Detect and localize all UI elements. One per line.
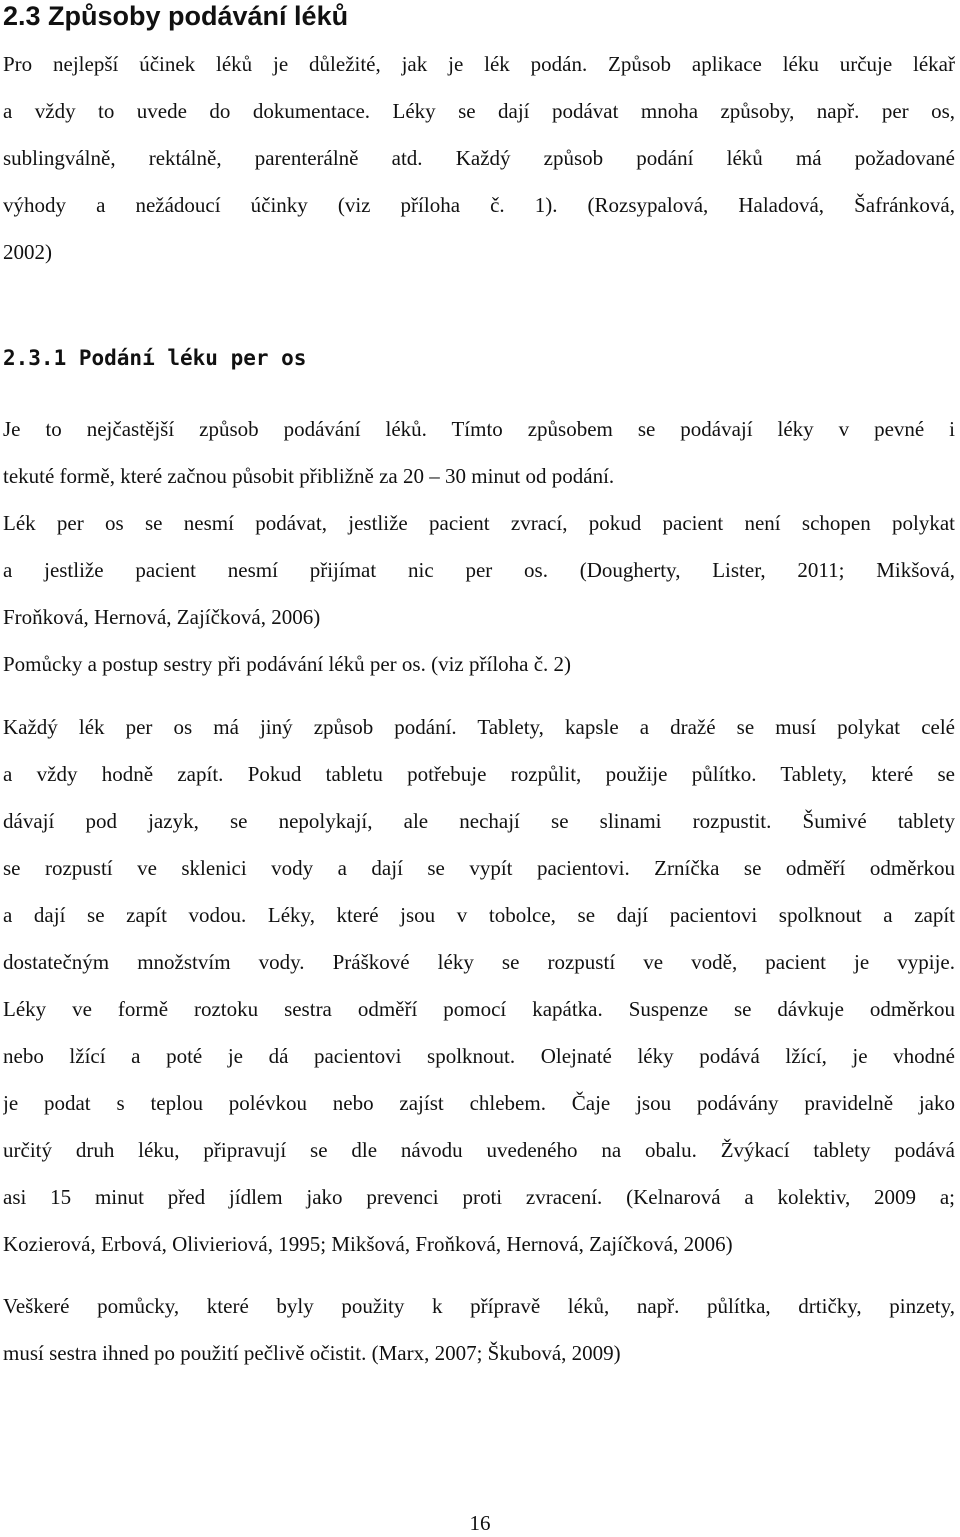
intro-paragraph bbox=[3, 41, 955, 276]
paragraph-line: Froňková, Hernová, Zajíčková, 2006) bbox=[3, 605, 321, 629]
paragraph-line: a dají se zapít vodou. Léky, které jsou v tobolce, se dají pacientovi spolknout a zapít bbox=[3, 903, 955, 927]
paragraph-line: sublingválně, rektálně, parenterálně atd. Každý způsob podání léků má požadované bbox=[3, 146, 955, 170]
paragraph-line: Pomůcky a postup sestry při podávání léků per os. (viz příloha č. 2) bbox=[3, 652, 572, 676]
paragraph-line: se rozpustí ve sklenici vody a dají se vypít pacientovi. Zrníčka se odměří odměrkou bbox=[3, 856, 955, 880]
subsection-heading: 2.3.1 Podání léku per os bbox=[3, 346, 307, 370]
paragraph-line: asi 15 minut před jídlem jako prevenci proti zvracení. (Kelnarová a kolektiv, 2009 a; bbox=[3, 1185, 955, 1209]
page-number: 16 bbox=[469, 1511, 491, 1535]
paragraph-line: Veškeré pomůcky, které byly použity k přípravě léků, např. půlítka, drtičky, pinzety, bbox=[3, 1294, 955, 1318]
paragraph-line: a vždy to uvede do dokumentace. Léky se dají podávat mnoha způsoby, např. per os, bbox=[3, 99, 955, 123]
paragraph-per-os-methods bbox=[3, 704, 955, 1268]
section-heading: 2.3 Způsoby podávání léků bbox=[3, 1, 349, 31]
paragraph-line: dostatečným množstvím vody. Práškové léky se rozpustí ve vodě, pacient je vypije. bbox=[3, 950, 955, 974]
paragraph-per-os-intro bbox=[3, 406, 955, 688]
paragraph-line: Pro nejlepší účinek léků je důležité, jak je lék podán. Způsob aplikace léku určuje lékař bbox=[3, 52, 955, 76]
paragraph-line: výhody a nežádoucí účinky (viz příloha č. 1). (Rozsypalová, Haladová, Šafránková, bbox=[3, 193, 955, 217]
paragraph-line: a vždy hodně zapít. Pokud tabletu potřebuje rozpůlit, použije půlítko. Tablety, které se bbox=[3, 762, 955, 786]
paragraph-line: určitý druh léku, připravují se dle návodu uvedeného na obalu. Žvýkací tablety podává bbox=[3, 1138, 955, 1162]
paragraph-line: Kozierová, Erbová, Olivieriová, 1995; Mikšová, Froňková, Hernová, Zajíčková, 2006) bbox=[3, 1232, 733, 1256]
paragraph-line: musí sestra ihned po použití pečlivě očistit. (Marx, 2007; Škubová, 2009) bbox=[3, 1341, 621, 1365]
paragraph-per-os-cleaning bbox=[3, 1283, 955, 1377]
paragraph-line: Lék per os se nesmí podávat, jestliže pacient zvrací, pokud pacient není schopen polykat bbox=[3, 511, 955, 535]
paragraph-line: Léky ve formě roztoku sestra odměří pomocí kapátka. Suspenze se dávkuje odměrkou bbox=[3, 997, 955, 1021]
paragraph-line: a jestliže pacient nesmí přijímat nic per os. (Dougherty, Lister, 2011; Mikšová, bbox=[3, 558, 955, 582]
paragraph-line: tekuté formě, které začnou působit přibližně za 20 – 30 minut od podání. bbox=[3, 464, 615, 488]
paragraph-line: dávají pod jazyk, se nepolykají, ale nechají se slinami rozpustit. Šumivé tablety bbox=[3, 809, 955, 833]
paragraph-line: je podat s teplou polévkou nebo zajíst chlebem. Čaje jsou podávány pravidelně jako bbox=[3, 1091, 955, 1115]
paragraph-line: nebo lžící a poté je dá pacientovi spolknout. Olejnaté léky podává lžící, je vhodné bbox=[3, 1044, 955, 1068]
paragraph-line: Je to nejčastější způsob podávání léků. Tímto způsobem se podávají léky v pevné i bbox=[3, 417, 955, 441]
paragraph-line: Každý lék per os má jiný způsob podání. Tablety, kapsle a dražé se musí polykat celé bbox=[3, 715, 955, 739]
paragraph-line: 2002) bbox=[3, 240, 52, 264]
